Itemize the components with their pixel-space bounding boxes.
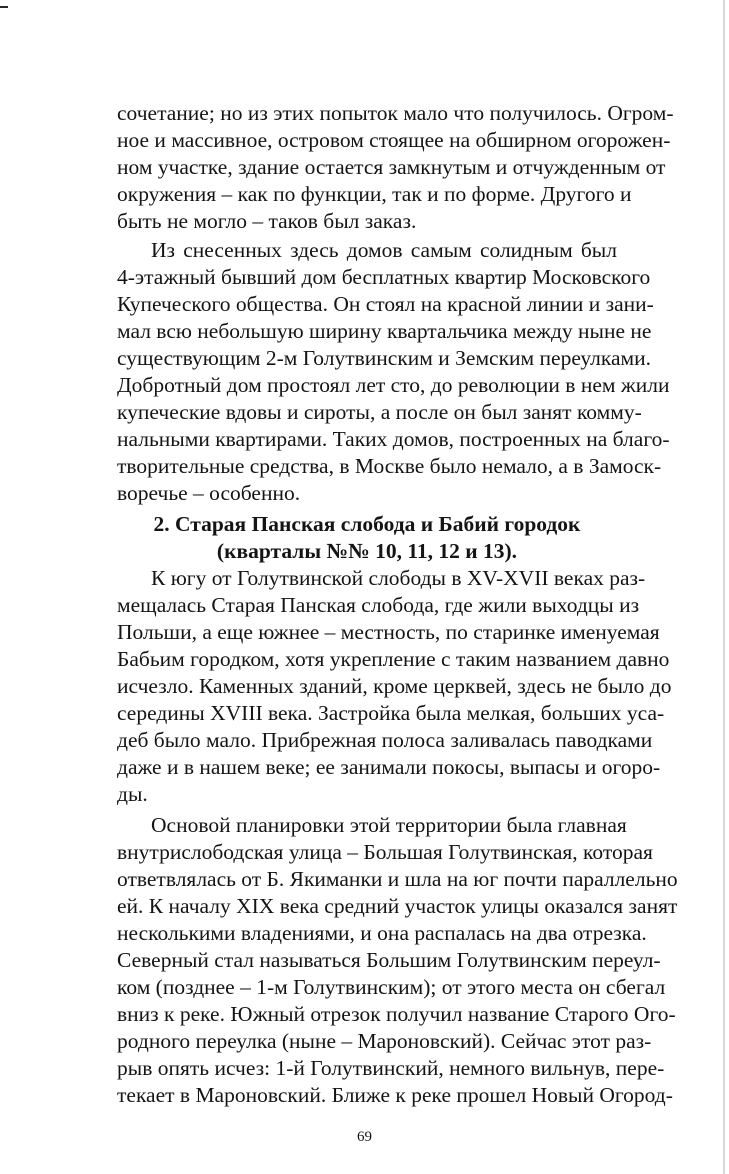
text-line: рыв опять исчез: 1-й Голутвинский, немного вильнув, пере- xyxy=(117,1056,665,1080)
text-line: даже и в нашем веке; ее занимали покосы, выпасы и огоро- xyxy=(117,755,661,779)
text-line: мещалась Старая Панская слобода, где жили выходцы из xyxy=(117,593,640,617)
text-line: внутрислободская улица – Большая Голутвинская, которая xyxy=(117,840,653,864)
text-line: окружения – как по функции, так и по форме. Другого и xyxy=(117,182,632,206)
text-line: Купеческого общества. Он стоял на красной линии и зани- xyxy=(117,292,654,316)
page-edge-shadow xyxy=(723,0,725,1174)
text-line: К югу от Голутвинской слободы в XV-XVII веках раз- xyxy=(151,566,646,590)
text-line: текает в Мароновский. Ближе к реке прошел Новый Огород- xyxy=(117,1083,673,1107)
text-line: ей. К началу XIX века средний участок улицы оказался занят xyxy=(117,894,678,918)
text-line: ном участке, здание остается замкнутым и отчужденным от xyxy=(117,155,666,179)
text-line: Добротный дом простоял лет сто, до революции в нем жили xyxy=(117,373,670,397)
text-line: 4-этажный бывший дом бесплатных квартир Московского xyxy=(117,265,651,289)
text-line: ды. xyxy=(117,782,148,806)
text-line: Северный стал называться Большим Голутвинским переул- xyxy=(117,948,661,972)
text-line: существующим 2-м Голутвинским и Земским переулками. xyxy=(117,346,652,370)
text-line: воречье – особенно. xyxy=(117,481,301,505)
text-line: быть не могло – таков был заказ. xyxy=(117,209,417,233)
section-heading-line-2: (кварталы №№ 10, 11, 12 и 13). xyxy=(216,539,518,563)
text-line: сочетание; но из этих попыток мало что получилось. Огром- xyxy=(117,101,674,125)
text-line: исчезло. Каменных зданий, кроме церквей, здесь не было до xyxy=(117,674,672,698)
text-line: ком (позднее – 1-м Голутвинским); от этого места он сбегал xyxy=(117,975,666,999)
page-number: 69 xyxy=(357,1129,372,1145)
section-heading-line-1: 2. Старая Панская слобода и Бабий городок xyxy=(153,512,581,536)
text-line: ответвлялась от Б. Якиманки и шла на юг почти параллельно xyxy=(117,867,678,891)
text-line: купеческие вдовы и сироты, а после он был занят комму- xyxy=(117,400,642,424)
text-line: ное и массивное, островом стоящее на обширном огорожен- xyxy=(117,128,671,152)
text-line: родного переулка (ныне – Мароновский). Сейчас этот раз- xyxy=(117,1029,652,1053)
text-line: Польши, а еще южнее – местность, по старинке именуемая xyxy=(117,620,660,644)
text-line: творительные средства, в Москве было немало, а в Замоск- xyxy=(117,454,662,478)
text-line: несколькими владениями, и она распалась на два отрезка. xyxy=(117,921,647,945)
text-line: нальными квартирами. Таких домов, построенных на благо- xyxy=(117,427,670,451)
text-line: середины XVIII века. Застройка была мелкая, больших уса- xyxy=(117,701,665,725)
text-line: Основой планировки этой территории была главная xyxy=(151,813,627,837)
scan-corner-mark xyxy=(0,6,8,8)
text-line: Бабьим городком, хотя укрепление с таким названием давно xyxy=(117,647,670,671)
text-line: вниз к реке. Южный отрезок получил название Старого Ого- xyxy=(117,1002,676,1026)
text-line: деб было мало. Прибрежная полоса заливалась паводками xyxy=(117,728,653,752)
text-line: мал всю небольшую ширину квартальчика между ныне не xyxy=(117,319,652,343)
text-line: Из снесенных здесь домов самым солидным был xyxy=(151,238,617,262)
